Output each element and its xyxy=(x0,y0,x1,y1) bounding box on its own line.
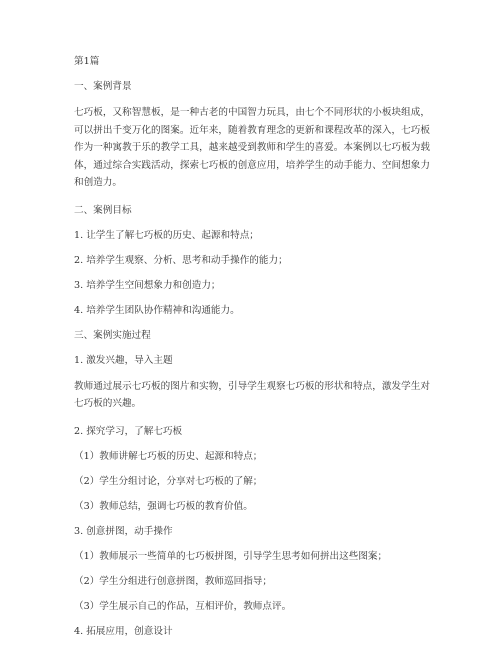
goal-item-2: 2. 培养学生观察、分析、思考和动手操作的能力； xyxy=(74,254,288,266)
section-heading-process: 三、案例实施过程 xyxy=(74,329,151,341)
background-paragraph: 七巧板，又称智慧板，是一种古老的中国智力玩具，由七个不同形状的小板块组成，可以拼出千变万化的图案。近年来，随着教育理念的更新和课程改革的深入，七巧板作为一种寓教于乐的教学工具，越来越受到教师和学生的喜爱。本案例以七巧板为载体，通过综合实践活动，探索七巧板的创意应用，培养学生的动手能力、空间想象力和创造力。 xyxy=(74,107,430,188)
step-3-item-3: （3）学生展示自己的作品，互相评价，教师点评。 xyxy=(74,600,292,612)
section-heading-goals: 二、案例目标 xyxy=(74,204,132,216)
section-heading-background: 一、案例背景 xyxy=(74,81,132,92)
step-3-item-2: （2）学生分组进行创意拼图，教师巡回指导； xyxy=(74,575,272,587)
step-3-heading: 3. 创意拼图，动手操作 xyxy=(74,525,173,537)
goal-item-4: 4. 培养学生团队协作精神和沟通能力。 xyxy=(74,304,240,316)
page-title: 第1篇 xyxy=(74,56,100,67)
step-3-item-1: （1）教师展示一些简单的七巧板拼图，引导学生思考如何拼出这些图案； xyxy=(74,550,388,562)
step-2-item-2: （2）学生分组讨论，分享对七巧板的了解； xyxy=(74,475,263,487)
goal-item-1: 1. 让学生了解七巧板的历史、起源和特点； xyxy=(74,229,259,241)
step-2-item-3: （3）教师总结，强调七巧板的教育价值。 xyxy=(74,500,253,512)
step-2-item-1: （1）教师讲解七巧板的历史、起源和特点； xyxy=(74,450,263,462)
step-1-heading: 1. 激发兴趣，导入主题 xyxy=(74,354,173,366)
goal-item-3: 3. 培养学生空间想象力和创造力； xyxy=(74,279,221,291)
step-4-heading: 4. 拓展应用，创意设计 xyxy=(74,625,173,637)
step-2-heading: 2. 探究学习，了解七巧板 xyxy=(74,425,183,437)
step-1-paragraph: 教师通过展示七巧板的图片和实物，引导学生观察七巧板的形状和特点，激发学生对七巧板的兴趣。 xyxy=(74,380,430,409)
